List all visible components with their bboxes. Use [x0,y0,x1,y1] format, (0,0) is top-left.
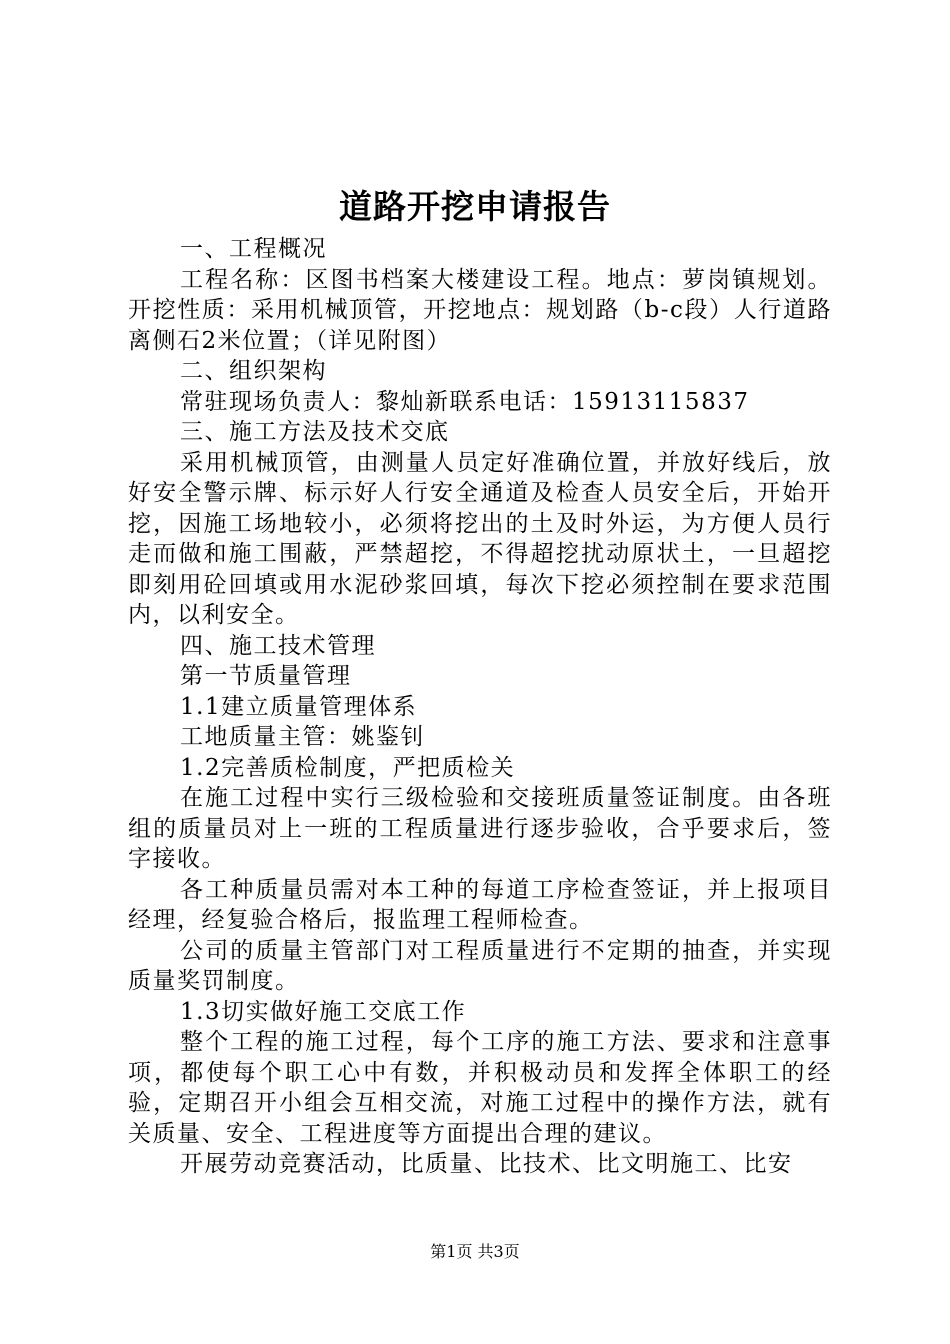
paragraph-quality-supervisor: 工地质量主管：姚鉴钊 [180,724,425,750]
subsection-heading-quality: 第一节质量管理 [180,663,352,689]
item-heading-1-1: 1.1建立质量管理体系 [180,693,418,720]
section-heading-overview: 一、工程概况 [180,236,327,262]
document-body [128,234,832,1180]
paragraph-site-contact: 常驻现场负责人：黎灿新联系电话：15913115837 [180,388,750,415]
paragraph-spot-checks: 公司的质量主管部门对工程质量进行不定期的抽查，并实现质量奖罚制度。 [128,937,832,994]
paragraph-inspection-system: 在施工过程中实行三级检验和交接班质量签证制度。由各班组的质量员对上一班的工程质量进行逐步验收，合乎要求后，签字接收。 [128,785,832,872]
paragraph-labor-competition: 开展劳动竞赛活动，比质量、比技术、比文明施工、比安 [180,1151,793,1177]
section-heading-construction-method: 三、施工方法及技术交底 [180,419,450,445]
paragraph-briefing: 整个工程的施工过程，每个工序的施工方法、要求和注意事项，都使每个职工心中有数，并积极动员和发挥全体职工的经验，定期召开小组会互相交流，对施工过程中的操作方法，就有关质量、安全、工程进度等方面提出合理的建议。 [128,1029,832,1147]
item-heading-1-2: 1.2完善质检制度，严把质检关 [180,754,516,781]
paragraph-construction-method: 采用机械顶管，由测量人员定好准确位置，并放好线后，放好安全警示牌、标示好人行安全通道及检查人员安全后，开始开挖，因施工场地较小，必须将挖出的土及时外运，为方便人员行走而做和施工围蔽，严禁超挖，不得超挖扰动原状土，一旦超挖即刻用砼回填或用水泥砂浆回填，每次下挖必须控制在要求范围内，以利安全。 [128,449,832,628]
section-heading-organization: 二、组织架构 [180,358,327,384]
item-heading-1-3: 1.3切实做好施工交底工作 [180,998,467,1025]
document-title: 道路开挖申请报告 [339,187,611,226]
page-footer: 第1页 共3页 [430,1242,520,1261]
paragraph-process-inspection: 各工种质量员需对本工种的每道工序检查签证，并上报项目经理，经复验合格后，报监理工程师检查。 [128,876,832,933]
paragraph-project-info: 工程名称：区图书档案大楼建设工程。地点：萝岗镇规划。开挖性质：采用机械顶管，开挖地点：规划路（b-c段）人行道路离侧石2米位置；（详见附图） [128,266,832,354]
section-heading-technical-management: 四、施工技术管理 [180,632,376,659]
